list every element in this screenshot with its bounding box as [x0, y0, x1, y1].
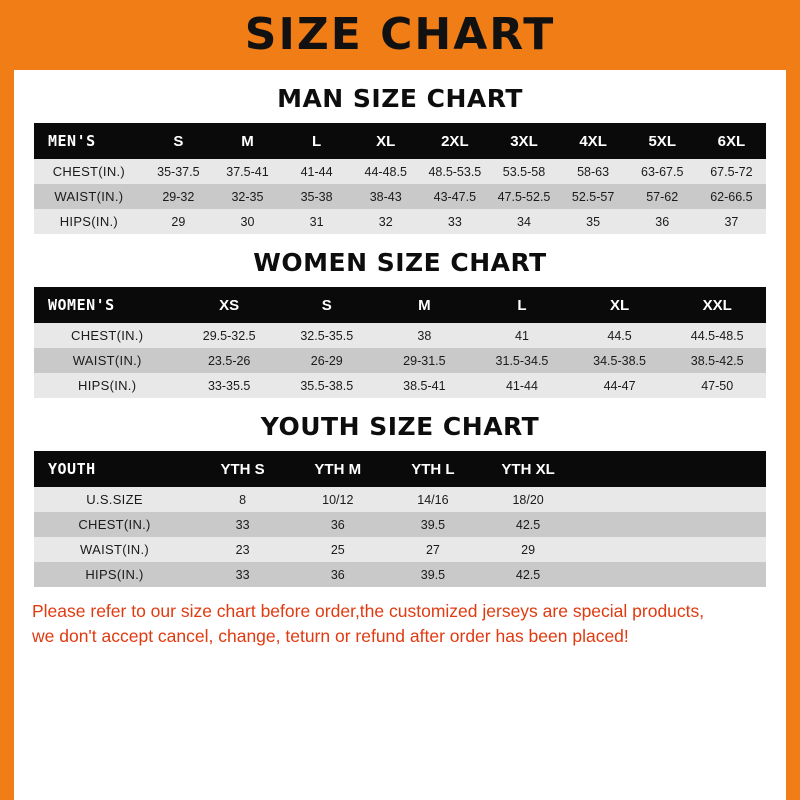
cell: 23.5-26	[180, 348, 278, 373]
footnote-line-1: Please refer to our size chart before order,the customized jerseys are special products,	[32, 601, 705, 621]
cell: 41-44	[473, 373, 571, 398]
cell: 44-47	[571, 373, 669, 398]
col-header-size: YTH XL	[481, 451, 576, 487]
cell: 36	[290, 512, 385, 537]
cell: 29-31.5	[376, 348, 474, 373]
cell: 48.5-53.5	[420, 159, 489, 184]
table-row	[34, 209, 766, 234]
cell: 32	[351, 209, 420, 234]
footnote-line-2: we don't accept cancel, change, teturn or refund after order has been placed!	[32, 626, 629, 647]
row-label: HIPS(IN.)	[34, 209, 144, 234]
cell: 38.5-41	[376, 373, 474, 398]
table-row	[34, 184, 766, 209]
col-header-size: M	[213, 123, 282, 159]
cell: 57-62	[628, 184, 697, 209]
cell: 33	[195, 562, 290, 587]
cell: 34.5-38.5	[571, 348, 669, 373]
men-size-table	[34, 123, 766, 234]
row-label: WAIST(IN.)	[34, 184, 144, 209]
cell: 32.5-35.5	[278, 323, 376, 348]
cell: 42.5	[481, 512, 576, 537]
col-header-size-empty	[671, 451, 766, 487]
cell: 33	[420, 209, 489, 234]
cell: 44-48.5	[351, 159, 420, 184]
table-row	[34, 323, 766, 348]
cell	[576, 487, 671, 512]
col-header-size: XXL	[668, 287, 766, 323]
row-label: WAIST(IN.)	[34, 348, 180, 373]
col-header-size: S	[144, 123, 213, 159]
row-label: CHEST(IN.)	[34, 159, 144, 184]
cell: 35.5-38.5	[278, 373, 376, 398]
col-header-size: YTH M	[290, 451, 385, 487]
col-header-size: 3XL	[489, 123, 558, 159]
cell: 23	[195, 537, 290, 562]
table-header-row	[34, 451, 766, 487]
page-title: SIZE CHART	[244, 9, 556, 60]
cell: 63-67.5	[628, 159, 697, 184]
cell: 52.5-57	[559, 184, 628, 209]
cell: 43-47.5	[420, 184, 489, 209]
women-size-table	[34, 287, 766, 398]
cell: 44.5-48.5	[668, 323, 766, 348]
cell	[671, 562, 766, 587]
cell: 47-50	[668, 373, 766, 398]
cell: 25	[290, 537, 385, 562]
cell: 44.5	[571, 323, 669, 348]
cell: 31	[282, 209, 351, 234]
cell: 41	[473, 323, 571, 348]
cell: 29.5-32.5	[180, 323, 278, 348]
col-header-size: XL	[571, 287, 669, 323]
section-title-women: WOMEN SIZE CHART	[253, 248, 547, 277]
col-header-size: 4XL	[559, 123, 628, 159]
cell: 39.5	[385, 512, 480, 537]
cell: 62-66.5	[697, 184, 766, 209]
cell: 29-32	[144, 184, 213, 209]
col-header-size: 5XL	[628, 123, 697, 159]
cell: 41-44	[282, 159, 351, 184]
col-header-womens: WOMEN'S	[34, 287, 180, 323]
cell: 18/20	[481, 487, 576, 512]
cell: 36	[290, 562, 385, 587]
row-label: HIPS(IN.)	[34, 562, 195, 587]
col-header-size: 2XL	[420, 123, 489, 159]
cell	[576, 562, 671, 587]
cell	[576, 537, 671, 562]
section-women	[14, 248, 786, 398]
cell: 29	[481, 537, 576, 562]
col-header-youth: YOUTH	[34, 451, 195, 487]
cell: 34	[489, 209, 558, 234]
cell	[671, 512, 766, 537]
col-header-size: XL	[351, 123, 420, 159]
row-label: HIPS(IN.)	[34, 373, 180, 398]
cell: 38.5-42.5	[668, 348, 766, 373]
row-label: WAIST(IN.)	[34, 537, 195, 562]
cell: 29	[144, 209, 213, 234]
col-header-size: S	[278, 287, 376, 323]
row-label: CHEST(IN.)	[34, 323, 180, 348]
cell: 37	[697, 209, 766, 234]
cell: 39.5	[385, 562, 480, 587]
cell: 47.5-52.5	[489, 184, 558, 209]
cell: 26-29	[278, 348, 376, 373]
row-label: U.S.SIZE	[34, 487, 195, 512]
cell: 37.5-41	[213, 159, 282, 184]
cell: 14/16	[385, 487, 480, 512]
cell: 33	[195, 512, 290, 537]
youth-size-table	[34, 451, 766, 587]
banner	[0, 0, 800, 70]
table-row	[34, 159, 766, 184]
section-title-men: MAN SIZE CHART	[277, 84, 523, 113]
cell: 32-35	[213, 184, 282, 209]
cell	[671, 537, 766, 562]
cell: 58-63	[559, 159, 628, 184]
col-header-size: YTH S	[195, 451, 290, 487]
section-title-youth: YOUTH SIZE CHART	[260, 412, 540, 441]
table-row	[34, 373, 766, 398]
footnote	[14, 587, 786, 650]
col-header-size: L	[473, 287, 571, 323]
cell	[576, 512, 671, 537]
cell: 27	[385, 537, 480, 562]
cell: 42.5	[481, 562, 576, 587]
col-header-size: L	[282, 123, 351, 159]
cell: 33-35.5	[180, 373, 278, 398]
cell: 36	[628, 209, 697, 234]
table-header-row	[34, 287, 766, 323]
cell	[671, 487, 766, 512]
section-men	[14, 84, 786, 234]
cell: 30	[213, 209, 282, 234]
table-header-row	[34, 123, 766, 159]
col-header-size-empty	[576, 451, 671, 487]
cell: 35	[559, 209, 628, 234]
cell: 53.5-58	[489, 159, 558, 184]
table-row	[34, 537, 766, 562]
row-label: CHEST(IN.)	[34, 512, 195, 537]
cell: 8	[195, 487, 290, 512]
col-header-size: M	[376, 287, 474, 323]
table-row	[34, 487, 766, 512]
cell: 35-38	[282, 184, 351, 209]
cell: 38-43	[351, 184, 420, 209]
section-youth	[14, 412, 786, 587]
cell: 67.5-72	[697, 159, 766, 184]
cell: 10/12	[290, 487, 385, 512]
col-header-size: 6XL	[697, 123, 766, 159]
cell: 31.5-34.5	[473, 348, 571, 373]
col-header-size: XS	[180, 287, 278, 323]
cell: 38	[376, 323, 474, 348]
table-row	[34, 512, 766, 537]
col-header-mens: MEN'S	[34, 123, 144, 159]
cell: 35-37.5	[144, 159, 213, 184]
table-row	[34, 562, 766, 587]
table-row	[34, 348, 766, 373]
col-header-size: YTH L	[385, 451, 480, 487]
